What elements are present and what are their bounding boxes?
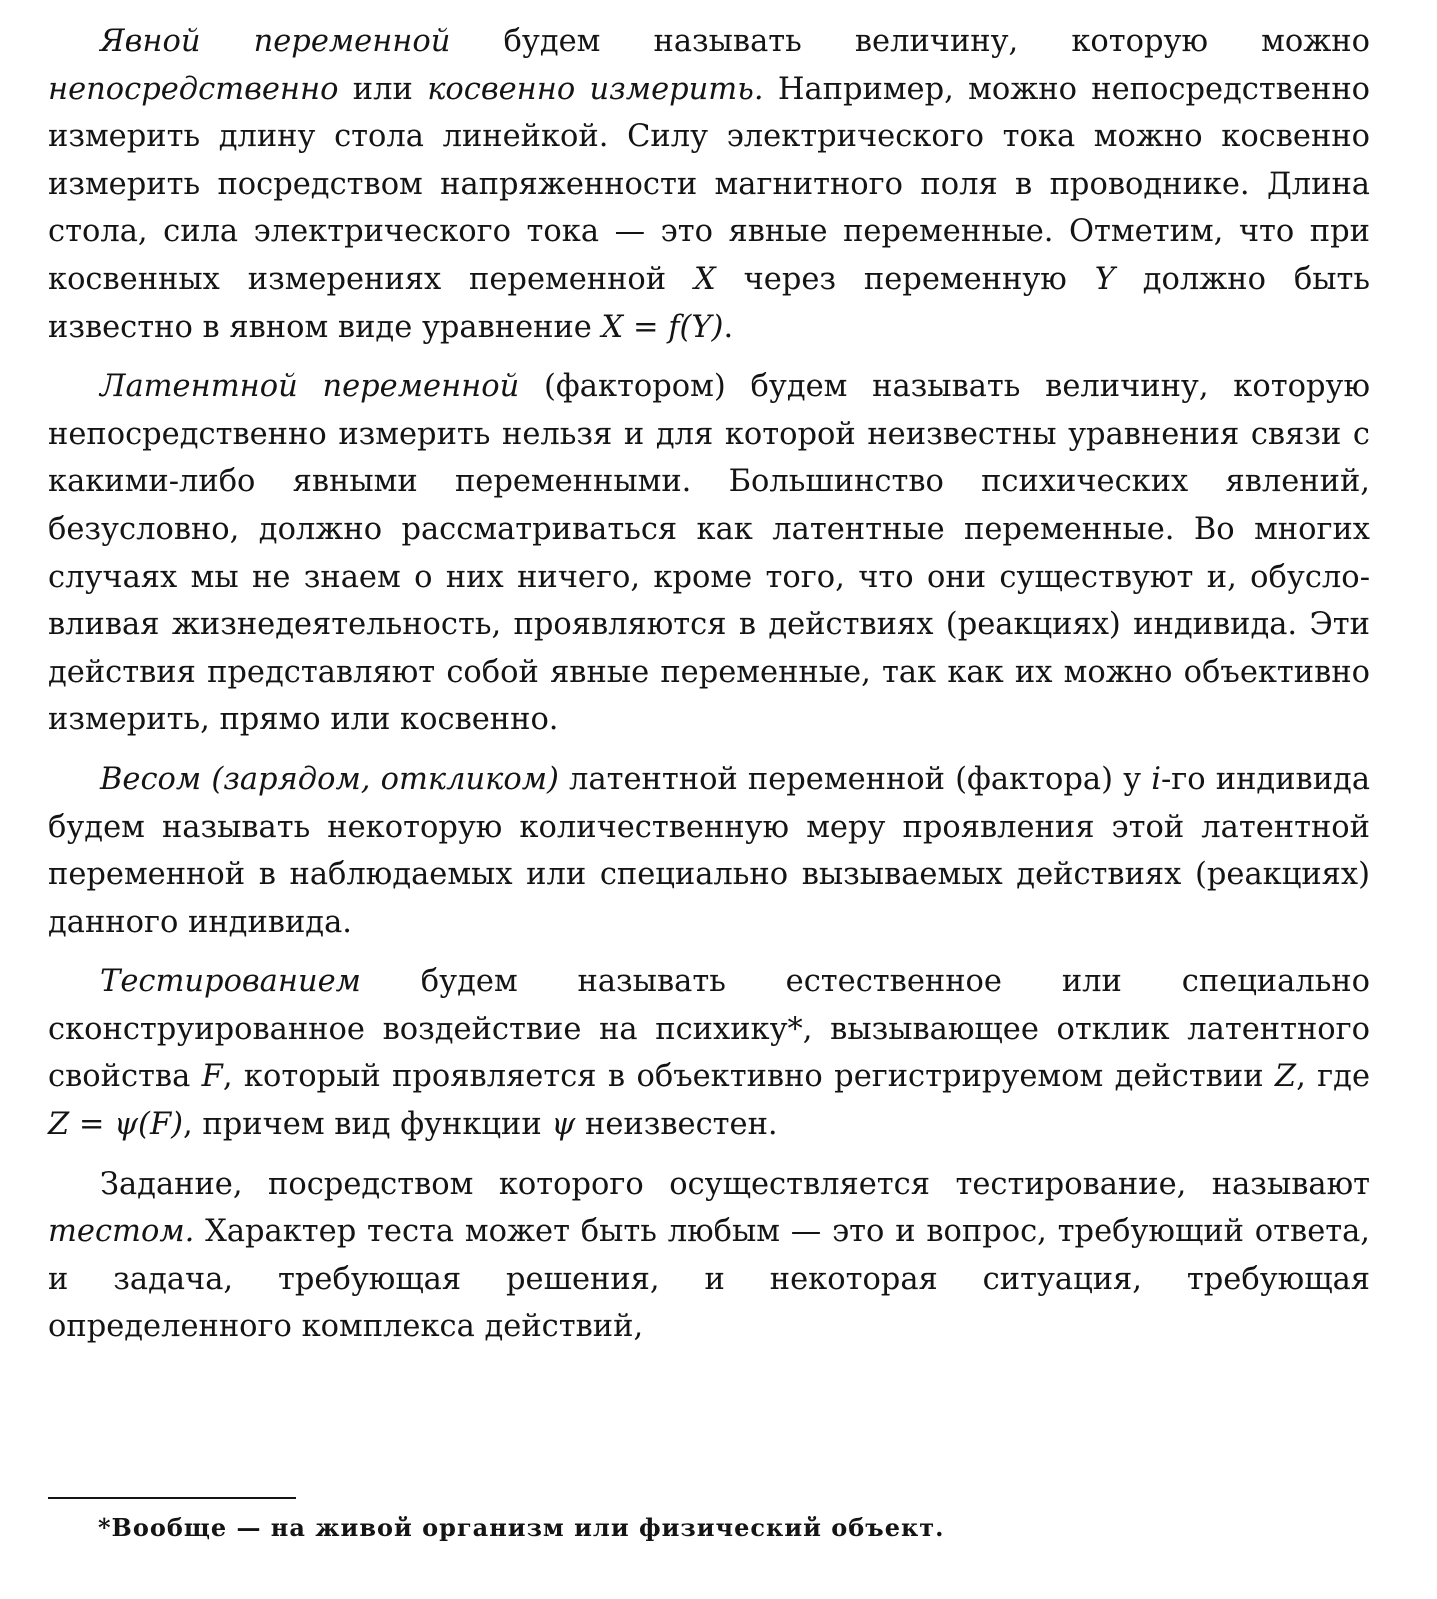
term-latent-variable: Латентной переменной xyxy=(100,369,520,405)
math-var-z: Z xyxy=(1274,1059,1297,1095)
text-span: неизвестен. xyxy=(575,1107,778,1143)
term-test: тестом. xyxy=(48,1214,195,1250)
term-direct: непосредственно xyxy=(48,71,339,107)
text-span: будем называть естественное или специально сконструированное воздействие на психику*, вызывающее отклик латентного свойства xyxy=(48,964,1370,1095)
text-span: , который проявляется в объективно регистрируемом действии xyxy=(222,1059,1275,1095)
text-span: или xyxy=(338,71,428,107)
paragraph-latent-variable xyxy=(48,363,1370,744)
math-formula-xfy: X = f(Y) xyxy=(601,309,724,345)
term-testing: Тестированием xyxy=(100,964,361,1000)
footnote: *Вообще — на живой организм или физический объект. xyxy=(98,1513,945,1542)
term-indirect-measure: косвенно измерить. xyxy=(427,71,764,107)
math-var-y: Y xyxy=(1094,261,1115,297)
text-span: . xyxy=(723,309,734,345)
text-span: Характер теста может быть любым — это и вопрос, требующий ответа, и задача, требующая решения, и некоторая ситуация, требующая определенного комплекса действий, xyxy=(48,1214,1370,1345)
text-span: -го индивида будем называть некоторую количественную меру проявления этой латентной переменной в наблюдаемых или специально вызываемых действиях (реакциях) данного индивида. xyxy=(48,761,1371,940)
paragraph-explicit-variable xyxy=(48,18,1370,351)
document-body xyxy=(48,18,1370,1363)
math-var-f: F xyxy=(201,1059,223,1095)
paragraph-testing xyxy=(48,958,1370,1148)
footnote-divider xyxy=(48,1497,296,1499)
text-span: (фактором) будем называть величину, которую непосредственно измерить нельзя и для которой неизвестны уравнения связи с какими-либо явными переменными. Большинство психических явлений, безусловно, должно рассматриваться как латентные переменные. Во многих случаях мы не знаем о них ничего, кроме того, что они существуют и, обусловливая жизнедеятельность, проявляются в действиях (реакциях) индивида. Эти действия представляют собой явные переменные, так как их можно объективно измерить, прямо или косвенно. xyxy=(48,369,1370,738)
term-explicit-variable: Явной переменной xyxy=(100,24,451,59)
text-span: Например, можно непосредственно измерить длину стола линейкой. Силу электрического тока можно косвенно измерить посредством напряженности магнитного поля в проводнике. Длина стола, сила электрического тока — это явные переменные. Отметим, что при косвенных измерениях переменной xyxy=(48,71,1371,297)
term-weight: Весом (зарядом, откликом) xyxy=(100,761,559,797)
text-span: будем называть величину, которую можно xyxy=(450,24,1370,59)
paragraph-test xyxy=(48,1161,1370,1351)
math-formula-zpsif: Z = ψ(F) xyxy=(48,1107,184,1143)
text-span: , причем вид функции xyxy=(183,1107,552,1143)
math-var-i: i xyxy=(1151,761,1161,797)
math-var-x: X xyxy=(694,261,716,297)
text-span: должно быть известно в явном виде уравнение xyxy=(48,261,1370,345)
text-span: Задание, посредством которого осуществляется тестирование, называют xyxy=(100,1166,1370,1202)
text-span: , где xyxy=(1296,1059,1370,1095)
text-span: через переменную xyxy=(715,261,1095,297)
text-span: латентной переменной (фактора) у xyxy=(558,761,1152,797)
math-var-psi: ψ xyxy=(551,1107,576,1143)
paragraph-weight xyxy=(48,756,1370,946)
